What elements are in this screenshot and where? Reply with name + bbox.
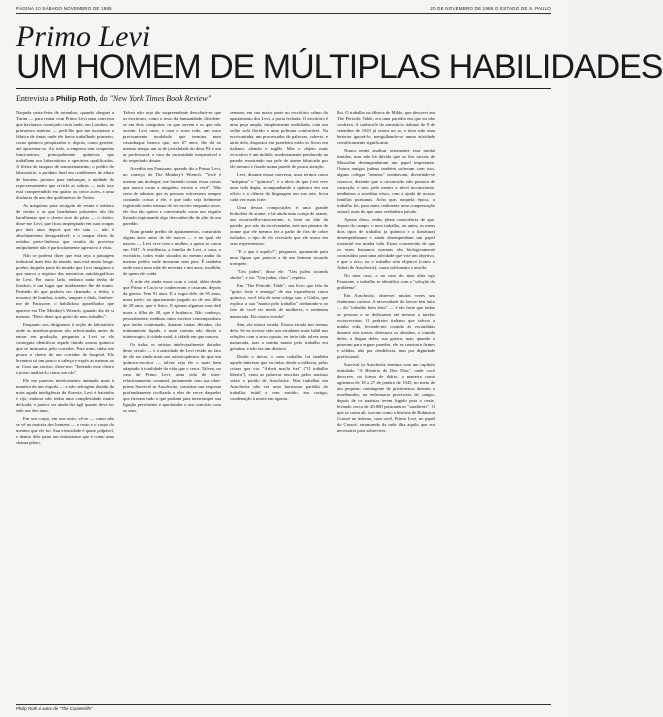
- article-kicker: Primo Levi: [16, 20, 151, 53]
- article-subhead: [16, 94, 551, 104]
- article-paragraph: Em seu corpo, em seu rosto, vê-se — como não se vê na maioria dos homens — o rosto e o corpo do menino que ele foi. Sua vivacidade é quase palpável, e dentro dele paira um entusiasmo que é como uma chama piloto.: [16, 416, 114, 446]
- article-paragraph: Enquanto nos dirigíamos à seção de laboratório onde as matérias-primas são selecionadas antes de entrar em produção, perguntei a Levi se ele conseguia identificar aquele tímido aroma químico que se insinuava pelo corredor. Para mim, tinha um pouco o cheiro de um corredor de hospital. Ele levantou só um pouco a cabeça e expôs as narinas ao ar. Com um sorriso, disse-me: "Entendo esse cheiro e posso analisá-lo como um cão".: [16, 321, 114, 375]
- article-paragraph: Acredito em Faussone, quando diz a Primo Levi, no começo de The Monkey's Wrench: "Você é mesmo um moleque, me fazendo contar essas coisas que nunca conto a ninguém, exceto a você". Não seria de admirar que as pessoas estivessem sempre contando coisas a ele, e que tudo seja fielmente registrado antes mesmo de ser escrito enquanto ouve, ele fica tão quieto e concentrado como um esquilo listrado espionando algo desconhecido do alto de um paredão.: [123, 166, 221, 226]
- article-columns: [16, 110, 551, 702]
- article-paragraph: As máquinas para secagem de resina e mistura de verniz e as que bombeiam poluentes são tão barulhentas que o cheiro acre do pátio — o cheiro, disse-me Levi, que ficou impregnado em suas roupas por dois anos depois que ele saiu — não é absolutamente desagradável; e o tanque cheio de resíduo preto-limboso que resulta do processo antipoluente não é particularmente agressivo à vista.: [16, 202, 114, 251]
- article-paragraph: Em "The Periodic Table", seu livro que fala da "gosto forte e amargo" de sua experiência como químico, você fala de uma colega sua, a Giulia, que explica a sua "mania pelo trabalho" atribuindo-a ao fato de você ter medo de mulheres, e nenhuma namorada. Ela estava errada?: [230, 283, 328, 319]
- article-paragraph: Naquela sexta-feira de setembro, quando cheguei a Turim — para reatar com Primo Levi uma conversa que havíamos começado certa tarde, em Londres, na primavera anterior — pedi-lhe que me mostrasse a fábrica de tintas onde ele havia trabalhado primeiro, como químico pesquisador e, depois, como gerente, até aposentar-se. Ao todo, a empresa tem cinquenta funcionários, principalmente químicos que trabalham nos laboratórios e operários qualificados. A fileira de tanques de armazenamento, o prédio do laboratório, o produto final em contêineres de altura de homens, prontos para embarque, a unidade de reprocessamento que recicla as sobras — tudo isso está compreendido em quatro ou cinco acres, a uma distância de uns dez quilômetros de Turim.: [16, 110, 114, 200]
- article-paragraph: No meu caso, e no caso do meu alter ego Faussone, o trabalho se identifica com a "solução do problema".: [337, 273, 435, 291]
- article-paragraph: Nunca tentei analisar seriamente essa minha timidez, mas não há dúvida que as leis raciais de Mussolini desempenharam um papel importante. Outros amigos judeus também sofreram com isso, alguns colegas "arianos" zombavam, divertindo-se conosco, dizendo que a circuncisão não passava de castração, e nós, pelo menos a nível inconsciente, tendíamos a acreditar nisso, com a ajuda de nossas famílias puritanas. Acho que, naquela época, o trabalho foi, para mim, realmente uma compensação sexual, mais do que uma verdadeira paixão.: [337, 148, 435, 214]
- article-paragraph: Num grande prédio de apartamentos, construído alguns anos antes de ele nascer — e no qual ele nasceu — Levi vive com a mulher, a quem se casou em 1947. A residência, a família de Levi, a casa, o escritório, todos estão situados no mesmo andar do mesmo prédio onde moraram seus pais. É também onde mora uma mãe de noventa e um anos, inválida, de quem ele cuida.: [123, 228, 221, 277]
- subhead-mid: , do: [95, 94, 110, 103]
- author-caption: Philip Roth é autor de "The Counterlife": [16, 704, 551, 711]
- article-paragraph: semana, em sua maior parte no escritório calmo do apartamento dos Levi, a porta fechada. O escritório é uma peça ampla, simplesmente mobiliada, com um velho sofá florido e uma poltrona confortável. Na escrivaninha, um processador de palavras, coberto, e atrás dela, dispostos em prateleira estão os livros em italiano, alemão e inglês. Mas o objeto mais evocativo é um móbile, modestamente pendurado na parede, mostrando sua pele de arame fabricado por ele mesmo e fixado numa parede de pouca atenção.: [230, 110, 328, 170]
- article-paragraph: Uma dessas composições é uma grande borboleta de arame, e há ainda uma coruja de arame, um escaravelho-rinoceronte, e, bem no alto da parede, por trás da escrivaninha, está um pássaro de arame que ele mesmo fez a partir de fios de cobre isolados, o tipo de fio revestido que ele usava em seus experimentos.: [230, 204, 328, 246]
- subhead-author: Philip Roth: [55, 94, 96, 103]
- page-header-left: PÁGINA 10 SÁBADO NOVEMBRO DE 1985: [16, 6, 112, 11]
- article-column-1: [16, 110, 114, 702]
- article-column-3: [230, 110, 328, 702]
- article-column-4: [337, 110, 435, 702]
- article-paragraph: Levi, durante nossa conversa, usou termos como "máquina" e "químico", e a ideia de que Levi teve uma vida dupla, acompanhando a química em seu ofício e a ciência da linguagem em sua arte, ficou cada vez mais forte.: [230, 172, 328, 202]
- article-paragraph: À mãe ele ainda mora com o casal, além desde que Primo e Lucia se conheceram e casaram, depois da guerra. Tem 91 anos. E a sogra dele, de 95 anos, mora perto, no apartamento pegado ao de seu filho de 28 anos, que é físico. E apenas algumas ruas dali mora a filha de 38, que é botânica. Não conheço, pessoalmente, nenhum outro escritor contemporâneo que tenha continuado, durante tantas décadas, tão intimamente ligado, e num contato não direto e ininterrupto, à cidade natal, à cidade em que nasceu.: [123, 279, 221, 339]
- article-headline: UM HOMEM DE MÚLTIPLAS HABILIDADES: [16, 48, 663, 86]
- page-header-right: 20 DE NOVEMBRO DE 1985 O ESTADO DE S. PAULO: [430, 6, 551, 11]
- headline-rule: [16, 88, 551, 89]
- article-paragraph: Em Auschwitz, observei muitas vezes um fenômeno curioso. A necessidade do lavoro ben fatto — do "trabalho bem feito" — é tão forte que induz as pessoas a se dedicarem até mesmo a tarefas escravocratas. O pedreiro italiano que salvou a minha vida, levando-me comida às escondidas durante seis meses, detestava os alemães, a comida deles, a língua deles, sua guerra; mas, quando o puseram para erguer paredes, ele as construiu firmes e sólidas, não por obediência, mas por dignidade profissional.: [337, 293, 435, 359]
- article-paragraph: lho. O trabalho na fábrica de Milão, que descrevi em The Periodic Table, era uma paródia em que eu não confiava. A catástrofe do armistício italiano de 8 de setembro de 1943 já estava no ar, e teria sido uma besteira ignorá-lo, mergulhando-se numa atividade cientificamente significante.: [337, 110, 435, 146]
- page-header: [16, 6, 551, 14]
- article-paragraph: Sim, ela estava errada. Estava errada nos termos dela. Se eu tivesse sido um estudante mais hábil nas relações com o sexo oposto, eu teria tido talvez uma namorada, mas a minha mania pelo trabalho era genuína, e não era um disfarce.: [230, 321, 328, 351]
- article-paragraph: Ele me pareceu interiormente animado mais à maneira de um esquilo — e não selvagem dotado da mais aguda inteligência da floresta. Levi é baixinho e rijo, embora não tenha uma complexidade muito delicada, e parece ser ainda tão ágil quanto deve ter sido aos dez anos.: [16, 378, 114, 414]
- article-paragraph: Apesar disso, tenho plena consciência de que, depois do campo, o meu trabalho, ou antes, os meus dois tipos de trabalho (a química e a literatura) desempenharam e ainda desempenham um papel essencial em minha vida. Estou convencido de que os seres humanos normais são biologicamente construídos para uma atividade que vise um objetivo, e que o ócio, ou o trabalho sem objetivo (como o Arbeit de Auschwitz), causa sofrimento e atrofia.: [337, 216, 435, 271]
- subhead-source: "New York Times Book Review": [109, 94, 212, 103]
- article-paragraph: Survival in Auschwitz termina com um capítulo intitulado "A História de Dez Dias", onde você descreve, na forma de diário, a maneira como agüentou de 18 a 27 de janeiro de 1945, no meio de um pequeno contingente de prisioneiros doentes e moribundos, na enfermaria provisória do campo, depois de os nazistas terem fugido para o oeste, levando cerca de 20.000 prisioneiros "saudáveis". O que se conta ali, soa-me como a história de Robinson Crusoé no inferno, com você, Primo Levi, no papel do Crusoé, arrancando da rude ilha aquilo que era necessário para sobreviver.: [337, 361, 435, 434]
- article-paragraph: "Um judeu", disse ele. "Um judeu tocando shofar", e riu. "Um judeu, claro", repetiu.: [230, 269, 328, 281]
- article-paragraph: Desde o início, o meu trabalho foi também aquele interesse que eu tinha, desde a infância, pelas coisas que via. "Arbeit macht frei" ("O trabalho liberta"), eram as palavras inscritas pelos nazistas sobre o portão de Auschwitz. Mas trabalhar em Auschwitz não era uma horrorosa paródia do trabalho, inútil e sem sentido, era castigo, condenação à morte em agonia.: [230, 353, 328, 402]
- article-paragraph: Os todos os artistas intelectualmente dotados deste século — e a unicidade de Levi reside no fato de ele ser ainda mais um artista-químico do que um químico-escritor — talvez seja ele o mais bem adaptado à totalidade da vida que o cerca. Talvez, no caso de Primo Levi, uma vida de inter-relacionamento comunal, juntamente com sua obra-prima Survival in Auschwitz, constitua sua resposta profundamente civilizada a eles de verve daqueles que fizeram tudo o que podiam para interromper sua ligação persistente e aprofundar o seu convívio com os seus.: [123, 341, 221, 414]
- article-paragraph: Talvez não seja tão surpreendente descobrir-se que os escritores, como o resto da humanidade, dividem-se em dois categorias: os que ouvem e os que não ouvem. Levi ouve, e com o rosto todo, um rosto precisamente modelado que termina num cavanhaque branco que, aos 67 anos, lhe dá ao mesmo tempo um ar de jovialidade do deus Pã e um ar professoral, a cara da curiosidade irreprimível e do respeitado doutor.: [123, 110, 221, 164]
- subhead-prefix: Entrevista a: [16, 94, 56, 103]
- article-column-2: [123, 110, 221, 702]
- article-paragraph: "E o que é aquilo?", perguntei, apontando para uma figura que parecia a de um homem tocando trompete.: [230, 249, 328, 267]
- article-paragraph: Não se poderia dizer que esta seja a paisagem industrial mais feia do mundo, mas está muito longe, porém, daquela parte do mundo que Levi imaginou e que marca o registro das narrativas autobiográficas de Levi. Por outro lado, embora nada tenha de literário, é um lugar que nitidamente lhe dá muito. Partindo do que poderia ser chamado, o fedor, o mosaico de bombas, tonéis, tanques e dials, lembrei-me de Faussone, o habilidoso aparelhador que aparece em The Monkey's Wrench, quando diz de si mesmo: "Devo dizer que gosto do meu trabalho".: [16, 253, 114, 319]
